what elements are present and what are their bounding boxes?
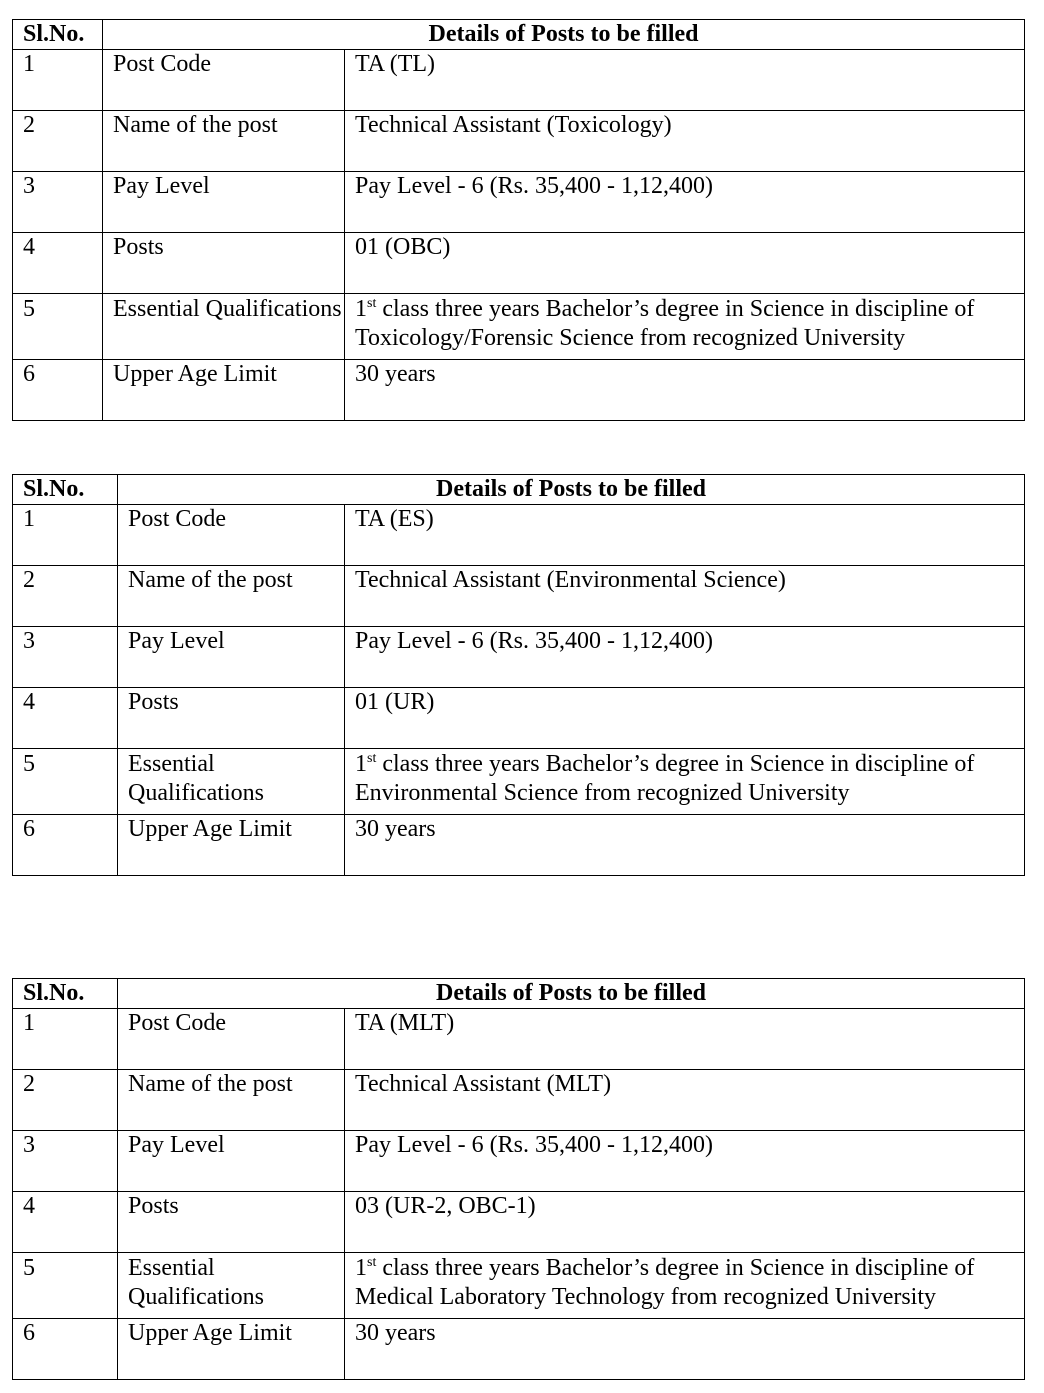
ordinal-suffix: st (367, 1255, 377, 1270)
table-header-row (13, 475, 1025, 505)
table-row (13, 627, 1025, 688)
table-row (13, 360, 1025, 421)
table-row (13, 505, 1025, 566)
row-label: Posts (118, 688, 345, 749)
row-label: Post Code (103, 50, 345, 111)
row-value: 30 years (345, 815, 1025, 876)
qualification-text: class three years Bachelor’s degree in Science in discipline of Environmental Science from recognized University (355, 751, 975, 806)
details-header: Details of Posts to be filled (118, 979, 1025, 1009)
table-row (13, 1009, 1025, 1070)
row-number: 4 (13, 688, 118, 749)
row-number: 4 (13, 1192, 118, 1253)
row-value: TA (TL) (345, 50, 1025, 111)
row-value: Technical Assistant (Environmental Science) (345, 566, 1025, 627)
posts-table-2 (12, 474, 1025, 876)
row-number: 6 (13, 360, 103, 421)
table-row (13, 566, 1025, 627)
row-number: 2 (13, 1070, 118, 1131)
row-number: 3 (13, 1131, 118, 1192)
ordinal-suffix: st (367, 296, 377, 311)
row-label: Upper Age Limit (103, 360, 345, 421)
row-label: Post Code (118, 505, 345, 566)
table-row (13, 172, 1025, 233)
row-label: Essential Qualifications (118, 1253, 345, 1319)
table-row (13, 294, 1025, 360)
row-label: Pay Level (118, 1131, 345, 1192)
table-row (13, 1192, 1025, 1253)
row-value: Pay Level - 6 (Rs. 35,400 - 1,12,400) (345, 627, 1025, 688)
table-row (13, 688, 1025, 749)
row-label: Name of the post (118, 1070, 345, 1131)
row-label: Name of the post (103, 111, 345, 172)
row-number: 6 (13, 815, 118, 876)
row-label: Post Code (118, 1009, 345, 1070)
table-row (13, 1131, 1025, 1192)
row-value: 30 years (345, 360, 1025, 421)
row-number: 3 (13, 627, 118, 688)
row-value: 01 (UR) (345, 688, 1025, 749)
row-number: 1 (13, 1009, 118, 1070)
row-label: Upper Age Limit (118, 815, 345, 876)
posts-table-3 (12, 978, 1025, 1380)
slno-header: Sl.No. (13, 979, 118, 1009)
table-row (13, 815, 1025, 876)
ordinal-number: 1 (355, 751, 367, 777)
row-label: Pay Level (103, 172, 345, 233)
row-number: 2 (13, 111, 103, 172)
row-label: Essential Qualifications (103, 294, 345, 360)
row-label: Upper Age Limit (118, 1319, 345, 1380)
table-row (13, 749, 1025, 815)
row-number: 5 (13, 749, 118, 815)
qualification-text: class three years Bachelor’s degree in Science in discipline of Medical Laboratory Technology from recognized University (355, 1255, 975, 1310)
row-value: Technical Assistant (MLT) (345, 1070, 1025, 1131)
row-number: 3 (13, 172, 103, 233)
row-value (345, 749, 1025, 815)
table-header-row (13, 20, 1025, 50)
qualification-text: class three years Bachelor’s degree in Science in discipline of Toxicology/Forensic Science from recognized University (355, 296, 975, 351)
row-value: 30 years (345, 1319, 1025, 1380)
row-value: 03 (UR-2, OBC-1) (345, 1192, 1025, 1253)
ordinal-suffix: st (367, 751, 377, 766)
table-row (13, 50, 1025, 111)
ordinal-number: 1 (355, 296, 367, 322)
row-label: Posts (118, 1192, 345, 1253)
details-header: Details of Posts to be filled (103, 20, 1025, 50)
slno-header: Sl.No. (13, 475, 118, 505)
row-label: Posts (103, 233, 345, 294)
row-number: 2 (13, 566, 118, 627)
row-label: Name of the post (118, 566, 345, 627)
row-value: TA (MLT) (345, 1009, 1025, 1070)
row-value: Pay Level - 6 (Rs. 35,400 - 1,12,400) (345, 172, 1025, 233)
posts-table-1 (12, 19, 1025, 421)
slno-header: Sl.No. (13, 20, 103, 50)
table-row (13, 1319, 1025, 1380)
table-header-row (13, 979, 1025, 1009)
row-value (345, 1253, 1025, 1319)
row-value: Technical Assistant (Toxicology) (345, 111, 1025, 172)
row-number: 5 (13, 294, 103, 360)
row-number: 1 (13, 50, 103, 111)
table-row (13, 1253, 1025, 1319)
table-row (13, 1070, 1025, 1131)
table-row (13, 111, 1025, 172)
row-value: TA (ES) (345, 505, 1025, 566)
row-label: Pay Level (118, 627, 345, 688)
row-value: Pay Level - 6 (Rs. 35,400 - 1,12,400) (345, 1131, 1025, 1192)
row-number: 4 (13, 233, 103, 294)
details-header: Details of Posts to be filled (118, 475, 1025, 505)
row-number: 5 (13, 1253, 118, 1319)
row-label: Essential Qualifications (118, 749, 345, 815)
row-number: 6 (13, 1319, 118, 1380)
ordinal-number: 1 (355, 1255, 367, 1281)
row-value: 01 (OBC) (345, 233, 1025, 294)
row-number: 1 (13, 505, 118, 566)
row-value (345, 294, 1025, 360)
table-row (13, 233, 1025, 294)
